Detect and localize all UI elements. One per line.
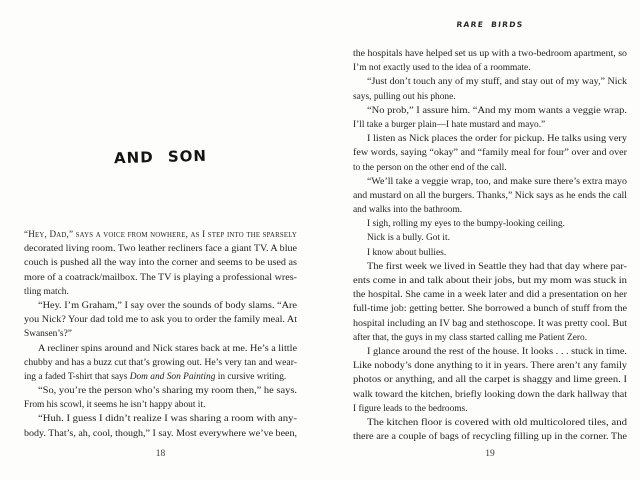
text-line: [24, 370, 297, 384]
text-line: [353, 359, 627, 373]
text-line-content: walk toward the kitchen, briefly looking down the dark hallway that: [353, 389, 627, 400]
text-line: [353, 104, 627, 118]
text-line: [353, 416, 627, 430]
text-line: [24, 256, 297, 270]
text-line-content: “Hey, Dad,” says a voice from nowhere, as I step into the sparsely: [24, 230, 298, 240]
text-line: [353, 175, 627, 189]
text-line-content: “Just don’t touch any of my stuff, and stay out of my way,” Nick: [367, 77, 628, 88]
text-line-content: I glance around the rest of the house. It looks . . . stuck in time.: [367, 346, 627, 357]
text-line: [24, 271, 297, 285]
text-line-content: “No prob,” I assure him. “And my mom wants a veggie wrap.: [367, 105, 628, 116]
text-line: [353, 260, 627, 274]
text-line-content: and walks into the bathroom.: [353, 205, 463, 216]
text-line: [24, 327, 297, 341]
text-line-content: Swansen’s?”: [24, 329, 72, 340]
text-line: [24, 313, 297, 327]
text-line-content: tling match.: [24, 286, 69, 297]
text-line: [353, 430, 627, 444]
text-line: [353, 61, 627, 75]
text-line-content: the hospitals have helped set us up with a two-bedroom apartment, so: [353, 49, 627, 59]
text-line-content: decorated living room. Two leather recliners face a giant TV. A blue: [24, 244, 298, 255]
text-line: [353, 146, 627, 160]
text-line-content: I sigh, rolling my eyes to the bumpy-looking ceiling.: [367, 219, 565, 230]
text-line: [353, 274, 627, 288]
text-line-content: after that, the guys in my class started calling me Patient Zero.: [353, 332, 588, 343]
text-line: [353, 246, 627, 260]
text-line-content: I know about bullies.: [367, 247, 447, 258]
text-line-content: hospital including an IV bag and stethoscope. It was pretty cool. But: [353, 318, 627, 329]
text-line-content: I’ll take a burger plain—I hate mustard and mayo.”: [353, 119, 546, 130]
text-line: [353, 317, 627, 331]
text-line: [24, 398, 297, 412]
text-line-content: says, pulling out his phone.: [353, 91, 456, 102]
text-line-content: more of a coatrack/mailbox. The TV is playing a professional wres-: [24, 272, 298, 283]
text-line: [24, 299, 297, 313]
text-line: [353, 345, 627, 359]
text-line-content: to the person on the other end of the call.: [353, 162, 507, 173]
chapter-title: AND SON: [113, 146, 208, 168]
text-line-content: Like nobody’s done anything to it in years. There aren’t any family: [353, 361, 628, 372]
text-line-content: The first week we lived in Seattle they had that day where par-: [367, 261, 627, 272]
text-line: [353, 189, 627, 203]
page-number-right: 19: [485, 449, 495, 459]
text-line: [353, 231, 627, 245]
text-line: [353, 331, 627, 345]
text-line: [24, 384, 297, 398]
text-line: [24, 427, 297, 441]
text-line: [353, 203, 627, 217]
text-line-content: “Hey. I’m Graham,” I say over the sounds of body slams. “Are: [38, 300, 298, 311]
text-line-content: few words, saying “okay” and “family meal for four” over and over: [353, 148, 627, 159]
text-line: [24, 342, 297, 356]
text-line: [353, 118, 627, 132]
text-line-content: “So, you’re the person who’s sharing my room then,” he says.: [38, 386, 297, 397]
text-line: [353, 47, 627, 61]
text-line: [353, 402, 627, 416]
text-line: [353, 75, 627, 89]
text-line-content: chubby and has a buzz cut that’s growing out. He’s very tan and wear-: [24, 357, 297, 368]
text-line-content: “Huh. I guess I didn’t realize I was sharing a room with any-: [38, 414, 298, 425]
text-line: [353, 373, 627, 387]
text-line-content: I’m not exactly used to the idea of a roommate.: [353, 63, 531, 74]
text-line: [353, 217, 627, 231]
text-line: [353, 132, 627, 146]
text-line-content: ing a faded T-shirt that says Dom and Son Painting in cursive writing.: [24, 371, 287, 382]
page-number-left: 18: [155, 449, 166, 459]
text-line-content: the hospital. She came in a week later and did a presentation on her: [353, 290, 627, 301]
text-line-content: you Nick? Your dad told me to ask you to order the family meal. At: [24, 315, 298, 326]
text-line-content: ents come in and talk about their jobs, but my mom was stuck in: [353, 276, 627, 286]
text-line-content: Nick is a bully. Got it.: [367, 233, 450, 244]
text-line: [24, 242, 297, 256]
text-line: [24, 228, 297, 242]
text-line-content: I figure leads to the bedrooms.: [353, 403, 468, 414]
left-page-body-text: [24, 228, 297, 441]
text-line-content: couch is pushed all the way into the corner and seems to be used as: [24, 258, 298, 269]
text-line-content: “We’ll take a veggie wrap, too, and make sure there’s extra mayo: [367, 176, 627, 187]
text-line-content: body. That’s, ah, cool, though,” I say. Most everywhere we’ve been,: [24, 428, 298, 439]
text-line-content: and mustard on all the burgers. Thanks,” Nick says as he ends the call: [353, 190, 628, 201]
running-head: RARE BIRDS: [456, 20, 524, 29]
text-line: [24, 412, 297, 426]
text-line-content: A recliner spins around and Nick stares back at me. He’s a little: [38, 343, 297, 354]
text-line-content: there are a couple of bags of recycling filling up in the corner. The: [353, 432, 627, 443]
right-page-body-text: [353, 47, 627, 444]
text-line: [353, 288, 627, 302]
text-line-content: I listen as Nick places the order for pickup. He talks using very: [367, 134, 627, 145]
text-line: [24, 285, 297, 299]
text-line-content: From his scowl, it seems he isn’t happy about it.: [24, 400, 206, 411]
text-line-content: full-time job: getting better. She borrowed a bunch of stuff from the: [353, 304, 627, 315]
text-line: [353, 302, 627, 316]
text-line: [353, 90, 627, 104]
text-line: [353, 388, 627, 402]
text-line: [353, 161, 627, 175]
text-line: [24, 356, 297, 370]
text-line-content: The kitchen floor is covered with old multicolored tiles, and: [367, 417, 628, 428]
text-line-content: photos or anything, and all the carpet is shaggy and lime green. I: [353, 375, 628, 386]
